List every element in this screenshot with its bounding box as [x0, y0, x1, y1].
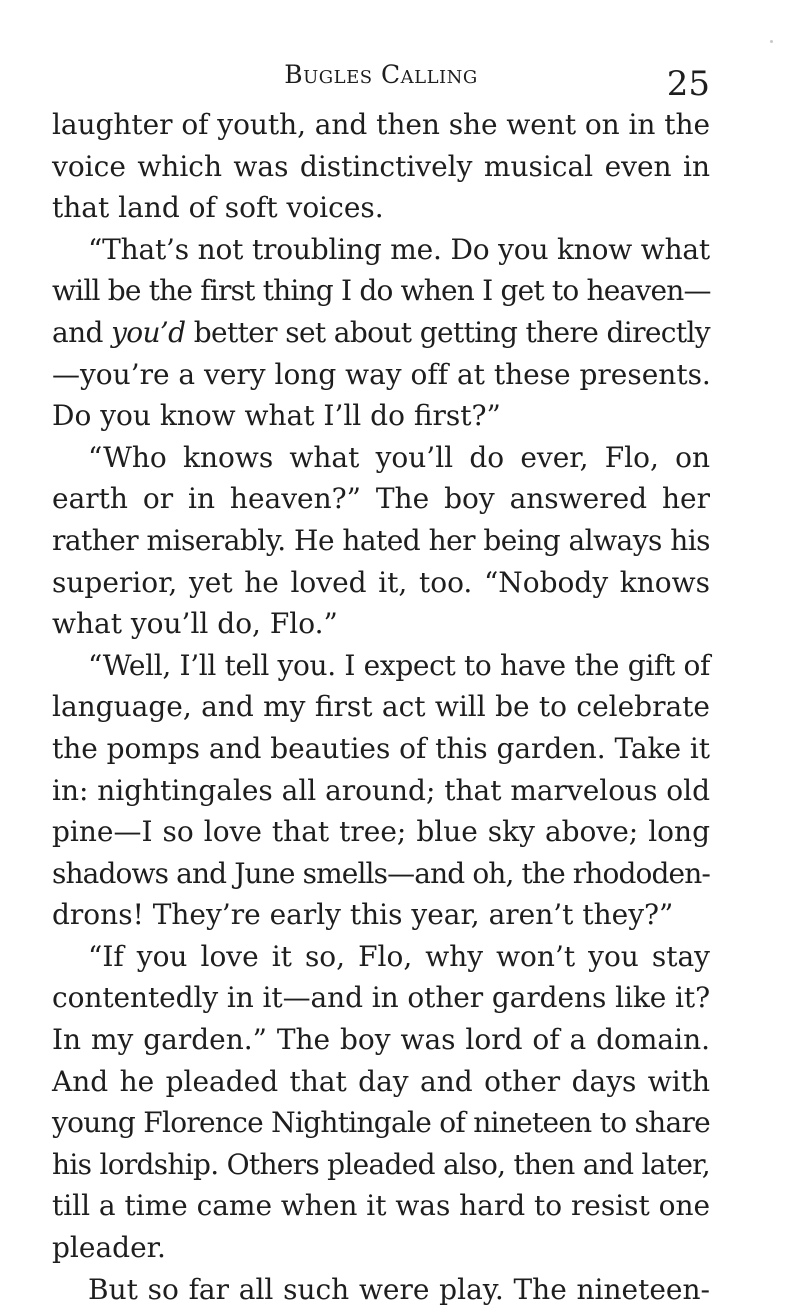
text-line: “If you love it so, Flo, why won’t you stay [88, 939, 710, 973]
text-line: In my garden.” The boy was lord of a domain. [52, 1023, 710, 1057]
text-line: what you’ll do, Flo.” [52, 607, 338, 641]
running-title: Bugles Calling [284, 60, 478, 89]
body-text [52, 104, 710, 1310]
text-line: shadows and June smells—and oh, the rhododen- [52, 856, 710, 890]
text-line: But so far all such were play. The nineteen- [88, 1272, 710, 1306]
text-line: “Well, I’ll tell you. I expect to have the gift of [88, 648, 710, 682]
text-line: earth or in heaven?” The boy answered her [52, 482, 710, 516]
text-line: rather miserably. He hated her being always his [52, 523, 710, 557]
text-line: “That’s not troubling me. Do you know what [88, 232, 710, 266]
text-line: contentedly in it—and in other gardens like it? [52, 981, 710, 1015]
text-line: till a time came when it was hard to resist one [52, 1189, 711, 1223]
text-line: in: nightingales all around; that marvelous old [52, 773, 710, 807]
text-segment: and [52, 315, 112, 349]
text-line: his lordship. Others pleaded also, then and later, [52, 1147, 710, 1181]
text-segment: better set about getting there directly [185, 315, 710, 349]
text-line: —you’re a very long way off at these presents. [52, 357, 711, 391]
text-line: “Who knows what you’ll do ever, Flo, on [88, 440, 710, 474]
text-line: laughter of youth, and then she went on in the [52, 108, 710, 141]
text-line: And he pleaded that day and other days with [52, 1064, 710, 1098]
page-speck [770, 40, 773, 43]
text-line: that land of soft voices. [52, 191, 384, 225]
text-line: will be the first thing I do when I get to heaven— [52, 274, 711, 308]
text-line: the pomps and beauties of this garden. Take it [52, 731, 710, 765]
text-line: voice which was distinctively musical even in [52, 149, 710, 183]
text-line: pleader. [52, 1231, 166, 1265]
text-line: pine—I so love that tree; blue sky above; long [52, 815, 710, 849]
running-head [52, 58, 710, 104]
text-line: language, and my first act will be to celebrate [52, 690, 710, 724]
text-line: superior, yet he loved it, too. “Nobody knows [52, 565, 710, 599]
emphasized-word: you’d [111, 315, 186, 349]
text-line: Do you know what I’ll do first?” [52, 399, 501, 433]
text-line: young Florence Nightingale of nineteen to share [52, 1106, 710, 1140]
page-number: 25 [666, 64, 710, 104]
text-line: drons! They’re early this year, aren’t they?” [52, 898, 674, 932]
text-line [52, 312, 710, 354]
